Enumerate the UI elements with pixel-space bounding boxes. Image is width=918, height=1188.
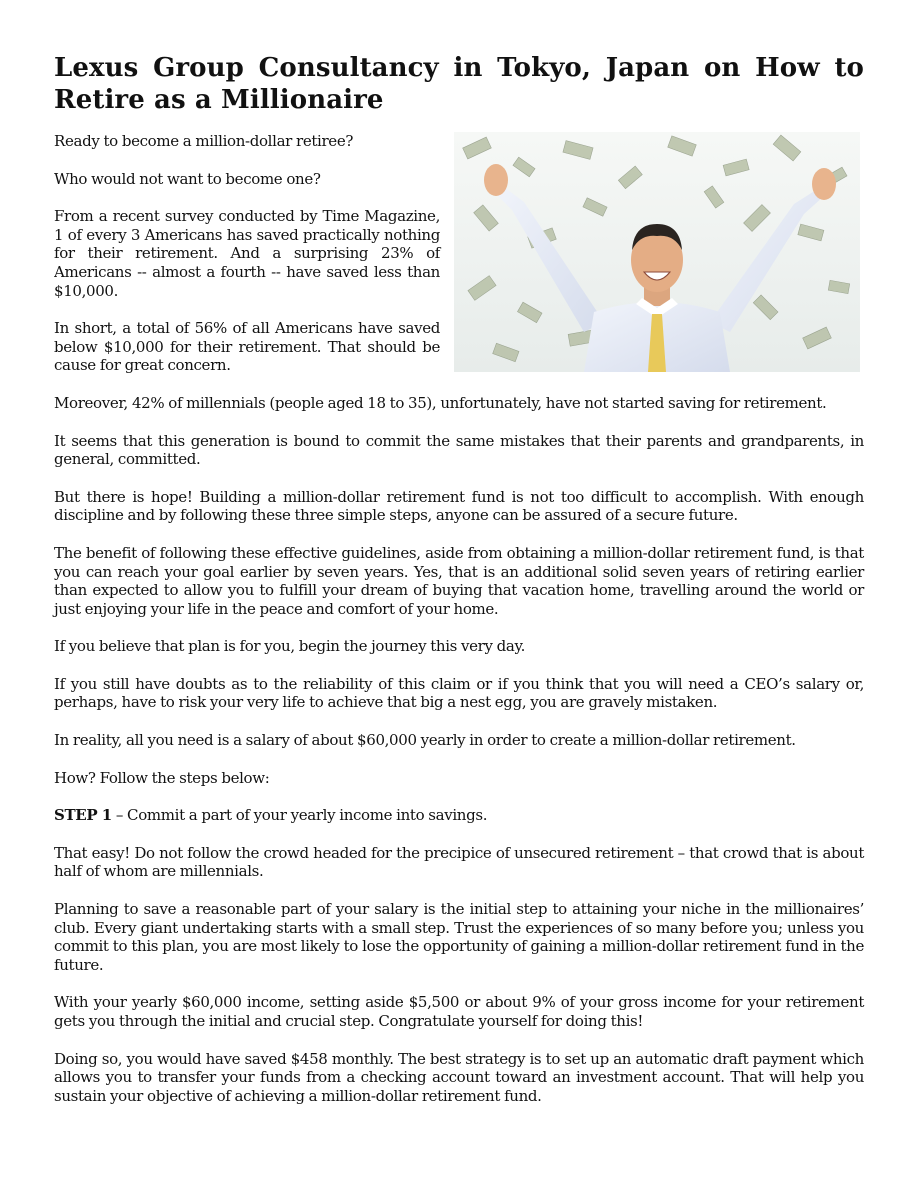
man-with-flying-money-photo bbox=[454, 132, 860, 372]
body-paragraph: The benefit of following these effective guidelines, aside from obtaining a million-dollar retirement fund, is that you can reach your goal earlier by seven years. Yes, that is an additional solid seven years of retiring earlier than expected to allow you to fulfill your dream of buying that vacation home, travelling around the world or just enjoying your life in the peace and comfort of your home. bbox=[54, 543, 864, 618]
intro-paragraph: Who would not want to become one? bbox=[54, 169, 321, 188]
step-1-label: STEP 1 bbox=[54, 806, 112, 825]
step-1-text: – Commit a part of your yearly income into savings. bbox=[111, 806, 488, 825]
step-1-heading bbox=[54, 806, 864, 825]
closing-paragraph: That easy! Do not follow the crowd headed for the precipice of unsecured retirement – that crowd that is about half of whom are millennials. bbox=[54, 843, 864, 881]
body-paragraph: It seems that this generation is bound to commit the same mistakes that their parents and grandparents, in general, committed. bbox=[54, 431, 864, 469]
body-paragraph: If you believe that plan is for you, begin the journey this very day. bbox=[54, 637, 526, 656]
body-paragraph: But there is hope! Building a million-dollar retirement fund is not too difficult to accomplish. With enough discipline and by following these three simple steps, anyone can be assured of a secure future. bbox=[54, 487, 864, 525]
closing-paragraph: Doing so, you would have saved $458 monthly. The best strategy is to set up an automatic draft payment which allows you to transfer your funds from a checking account toward an investment account. That will help you sustain your objective of achieving a million-dollar retirement fund. bbox=[54, 1049, 864, 1105]
closing-paragraph: Planning to save a reasonable part of your salary is the initial step to attaining your niche in the millionaires’ club. Every giant undertaking starts with a small step. Trust the experiences of so many before you; unless you commit to this plan, you are most likely to lose the opportunity of gaining a million-dollar retirement fund in the future. bbox=[54, 900, 864, 974]
body-paragraph: Moreover, 42% of millennials (people aged 18 to 35), unfortunately, have not started saving for retirement. bbox=[54, 393, 827, 412]
document-page bbox=[54, 52, 864, 1124]
intro-paragraph: Ready to become a million-dollar retiree? bbox=[54, 132, 354, 150]
body-paragraph: How? Follow the steps below: bbox=[54, 768, 270, 787]
intro-paragraph: From a recent survey conducted by Time Magazine, 1 of every 3 Americans has saved practically nothing for their retirement. And a surprising 23% of Americans -- almost a fourth -- have saved less than $10,000. bbox=[54, 207, 440, 300]
intro-paragraph: In short, a total of 56% of all Americans have saved below $10,000 for their retirement. That should be cause for great concern. bbox=[54, 319, 440, 375]
body-paragraph: If you still have doubts as to the reliability of this claim or if you think that you will need a CEO’s salary or, perhaps, have to risk your very life to achieve that big a nest egg, you are gravely mistaken. bbox=[54, 674, 864, 712]
intro-section bbox=[54, 132, 864, 394]
page-title: Lexus Group Consultancy in Tokyo, Japan on How to Retire as a Millionaire bbox=[54, 53, 864, 115]
closing-paragraph: With your yearly $60,000 income, setting aside $5,500 or about 9% of your gross income for your retirement gets you through the initial and crucial step. Congratulate yourself for doing this! bbox=[54, 993, 864, 1030]
body-paragraph: In reality, all you need is a salary of about $60,000 yearly in order to create a million-dollar retirement. bbox=[54, 731, 796, 750]
